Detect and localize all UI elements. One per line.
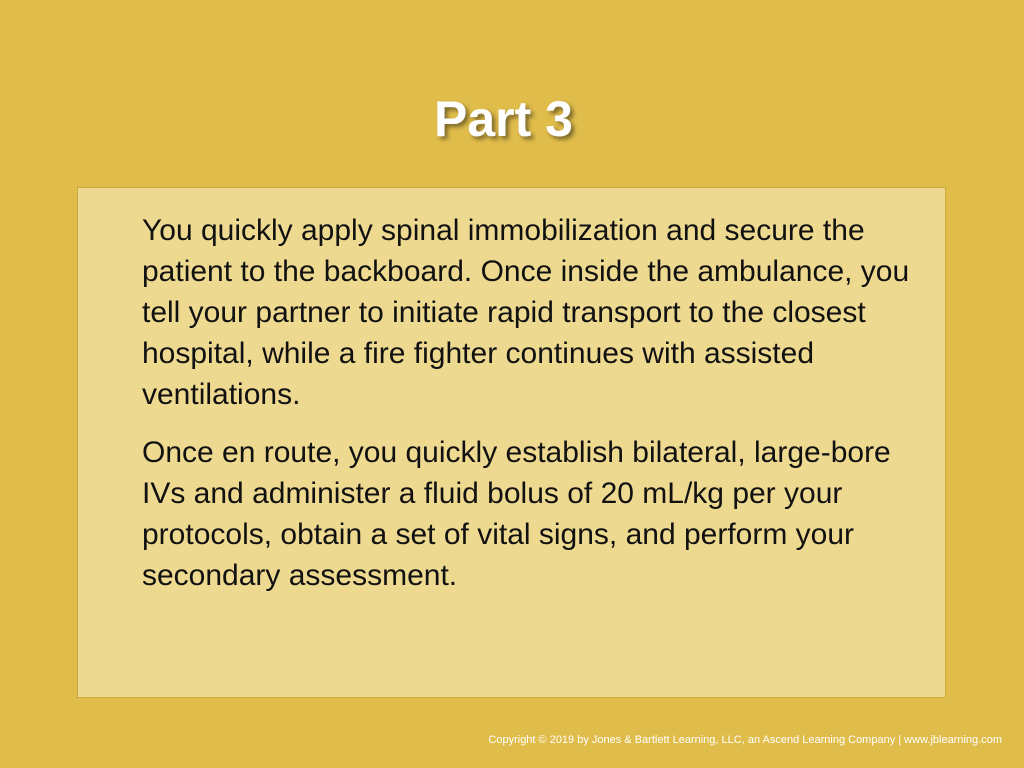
- body-paragraph-2: Once en route, you quickly establish bilateral, large-bore IVs and administer a fluid bolus of 20 mL/kg per your protocols, obtain a set of vital signs, and perform your secondary assessment.: [142, 436, 891, 592]
- footer-copyright: Copyright © 2019 by Jones & Bartlett Learning, LLC, an Ascend Learning Company | www.jblearning.com: [488, 734, 1002, 746]
- body-paragraph-1: You quickly apply spinal immobilization and secure the patient to the backboard. Once inside the ambulance, you tell your partner to initiate rapid transport to the closest hospital, while a fire fighter continues with assisted ventilations.: [142, 214, 910, 411]
- content-box: [77, 187, 946, 698]
- slide-title: Part 3: [434, 91, 573, 147]
